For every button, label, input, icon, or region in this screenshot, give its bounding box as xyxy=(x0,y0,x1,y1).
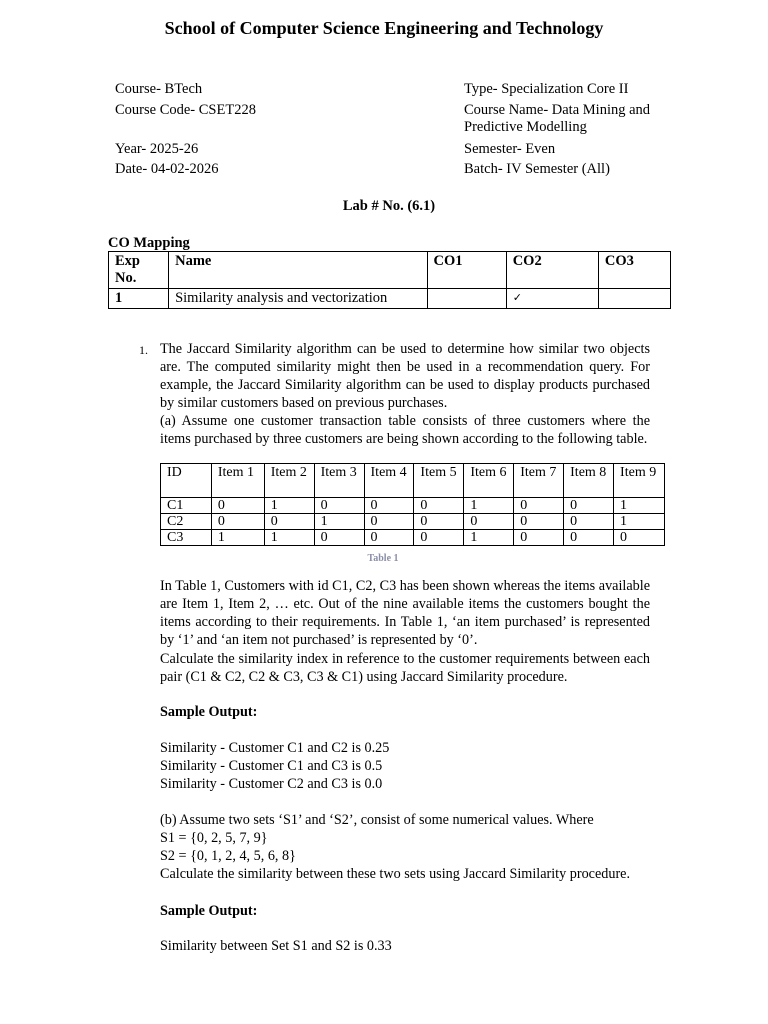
table-cell: 0 xyxy=(314,530,364,546)
course-code-label: Course Code- CSET228 xyxy=(115,102,256,118)
table-row xyxy=(161,498,665,514)
sample-output-line-3: Similarity - Customer C2 and C3 is 0.0 xyxy=(160,776,383,792)
co-header-exp-no: Exp No. xyxy=(109,252,169,289)
question-part-a: (a) Assume one customer transaction table consists of three customers where the items purchased by three customers are being shown according to the following table. xyxy=(160,413,650,447)
part-b-intro: (b) Assume two sets ‘S1’ and ‘S2’, consist of some numerical values. Where xyxy=(160,812,594,828)
table-cell: 1 xyxy=(614,498,665,514)
table-cell: 1 xyxy=(264,530,314,546)
sample-output-line-2: Similarity - Customer C1 and C3 is 0.5 xyxy=(160,758,383,774)
co-table-header-row xyxy=(109,252,671,289)
table-cell: 0 xyxy=(414,498,464,514)
co-header-co1: CO1 xyxy=(427,252,506,289)
co-header-co2: CO2 xyxy=(506,252,598,289)
table-cell: 1 xyxy=(314,514,364,530)
sample-output-b: Similarity between Set S1 and S2 is 0.33 xyxy=(160,938,392,954)
co-mapping-heading: CO Mapping xyxy=(108,235,190,251)
co-header-co3: CO3 xyxy=(598,252,670,289)
items-header-item4: Item 4 xyxy=(364,464,414,498)
question-number: 1. xyxy=(139,343,148,357)
items-header-row xyxy=(161,464,665,498)
table-cell: 0 xyxy=(364,530,414,546)
table-cell: 0 xyxy=(364,498,414,514)
set-s1: S1 = {0, 2, 5, 7, 9} xyxy=(160,830,268,846)
table-caption: Table 1 xyxy=(367,553,399,564)
date-label: Date- 04-02-2026 xyxy=(115,161,219,177)
sample-output-heading-a: Sample Output: xyxy=(160,704,258,720)
items-header-item2: Item 2 xyxy=(264,464,314,498)
table-cell: 0 xyxy=(264,514,314,530)
table-row xyxy=(109,289,671,309)
items-header-item3: Item 3 xyxy=(314,464,364,498)
table-row xyxy=(161,514,665,530)
table-cell: 1 xyxy=(614,514,665,530)
table-cell: 0 xyxy=(314,498,364,514)
table-cell: 0 xyxy=(564,530,614,546)
table-cell: 0 xyxy=(564,498,614,514)
sample-output-line-1: Similarity - Customer C1 and C2 is 0.25 xyxy=(160,740,390,756)
table-cell: 0 xyxy=(211,498,264,514)
co-header-name: Name xyxy=(169,252,427,289)
co-cell-co1 xyxy=(427,289,506,309)
co-cell-co2-check-icon: ✓ xyxy=(506,289,598,309)
type-label: Type- Specialization Core II xyxy=(464,81,629,97)
table-cell: C1 xyxy=(161,498,212,514)
table-cell: 1 xyxy=(211,530,264,546)
semester-label: Semester- Even xyxy=(464,141,556,157)
table-cell: 1 xyxy=(464,530,514,546)
table-cell: 0 xyxy=(564,514,614,530)
table-cell: C3 xyxy=(161,530,212,546)
question-intro: The Jaccard Similarity algorithm can be used to determine how similar two objects are. The computed similarity might then be used in a recommendation query. For example, the Jaccard Similarity algorithm can be used to display products purchased by similar customers based on previous purchases. xyxy=(160,341,650,411)
items-header-item6: Item 6 xyxy=(464,464,514,498)
course-name-line1: Course Name- Data Mining and xyxy=(464,102,651,118)
table-cell: 0 xyxy=(514,514,564,530)
table-cell: 0 xyxy=(211,514,264,530)
co-mapping-table xyxy=(108,251,671,309)
items-header-item1: Item 1 xyxy=(211,464,264,498)
table-cell: 1 xyxy=(264,498,314,514)
table-cell: 0 xyxy=(614,530,665,546)
table-cell: C2 xyxy=(161,514,212,530)
lab-number: Lab # No. (6.1) xyxy=(342,198,436,214)
co-cell-name: Similarity analysis and vectorization xyxy=(169,289,427,309)
sample-output-heading-b: Sample Output: xyxy=(160,903,258,919)
items-header-item8: Item 8 xyxy=(564,464,614,498)
calculate-part-b: Calculate the similarity between these two sets using Jaccard Similarity procedure. xyxy=(160,866,631,882)
table-cell: 1 xyxy=(464,498,514,514)
items-header-item9: Item 9 xyxy=(614,464,665,498)
co-cell-exp-no: 1 xyxy=(109,289,169,309)
table-cell: 0 xyxy=(414,514,464,530)
calculate-part-a: Calculate the similarity index in reference to the customer requirements between each pair (C1 & C2, C2 & C3, C3 & C1) using Jaccard Similarity procedure. xyxy=(160,651,650,685)
course-name-line2: Predictive Modelling xyxy=(464,119,587,135)
table-cell: 0 xyxy=(414,530,464,546)
set-s2: S2 = {0, 1, 2, 4, 5, 6, 8} xyxy=(160,848,296,864)
co-cell-co3 xyxy=(598,289,670,309)
table-cell: 0 xyxy=(364,514,414,530)
customer-items-table xyxy=(160,463,665,546)
course-label: Course- BTech xyxy=(115,81,203,97)
table-cell: 0 xyxy=(464,514,514,530)
items-header-item7: Item 7 xyxy=(514,464,564,498)
table-cell: 0 xyxy=(514,530,564,546)
items-header-item5: Item 5 xyxy=(414,464,464,498)
table-row xyxy=(161,530,665,546)
items-header-id: ID xyxy=(161,464,212,498)
document-title: School of Computer Science Engineering and Technology xyxy=(164,18,604,38)
table-cell: 0 xyxy=(514,498,564,514)
batch-label: Batch- IV Semester (All) xyxy=(464,161,610,177)
table-explanation: In Table 1, Customers with id C1, C2, C3 has been shown whereas the items available are Item 1, Item 2, … etc. Out of the nine available items the customers bought the items according to their requirements. In Table 1, ‘an item purchased’ is represented by ‘1’ and ‘an item not purchased’ is represented by ‘0’. xyxy=(160,578,650,648)
year-label: Year- 2025-26 xyxy=(115,141,199,157)
